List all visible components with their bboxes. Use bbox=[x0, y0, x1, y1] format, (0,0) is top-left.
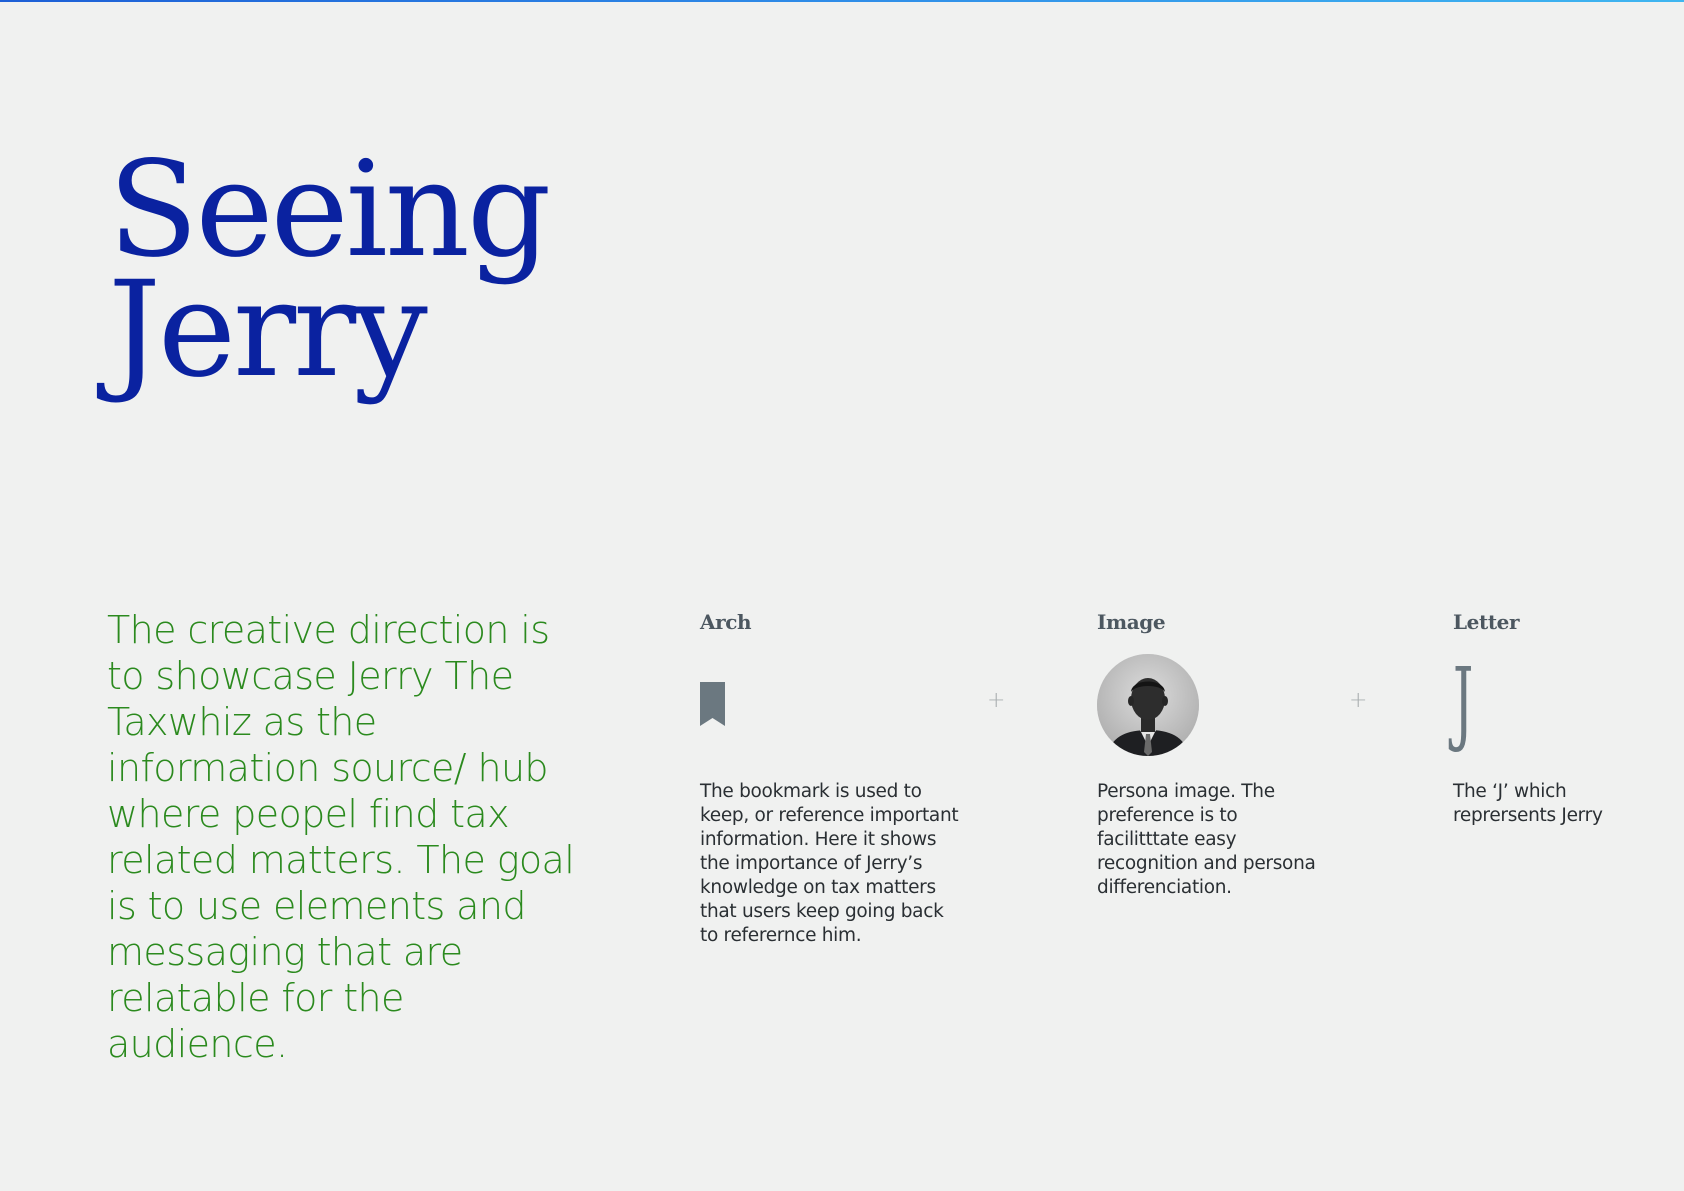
plus-icon: + bbox=[1349, 688, 1368, 713]
title-line-1: Seeing bbox=[108, 133, 549, 287]
column-description: Persona image. The preference is to facilitttate easy recognition and persona differenciation. bbox=[1097, 781, 1316, 898]
persona-avatar bbox=[1097, 654, 1199, 756]
intro-paragraph: The creative direction is to showcase Jerry The Taxwhiz as the information source/ hub where peopel find tax related matters. The goal is to use elements and messaging that are relatable for the audience. bbox=[107, 608, 575, 1066]
top-accent-line bbox=[0, 0, 1684, 2]
bookmark-icon bbox=[700, 682, 725, 726]
letter-j-glyph: J bbox=[1453, 648, 1474, 755]
column-description: The ‘J’ which reprersents Jerry bbox=[1453, 781, 1603, 826]
column-heading: Letter bbox=[1453, 610, 1520, 634]
column-arch bbox=[700, 610, 959, 946]
column-image bbox=[1097, 610, 1316, 898]
column-letter bbox=[1453, 610, 1603, 826]
plus-icon: + bbox=[987, 688, 1006, 713]
column-heading: Image bbox=[1097, 610, 1166, 634]
column-description: The bookmark is used to keep, or reference important information. Here it shows the importance of Jerry’s knowledge on tax matters that users keep going back to referernce him. bbox=[700, 781, 959, 946]
column-heading: Arch bbox=[700, 610, 752, 634]
page-title bbox=[108, 133, 549, 407]
title-line-2: Jerry bbox=[108, 253, 425, 407]
